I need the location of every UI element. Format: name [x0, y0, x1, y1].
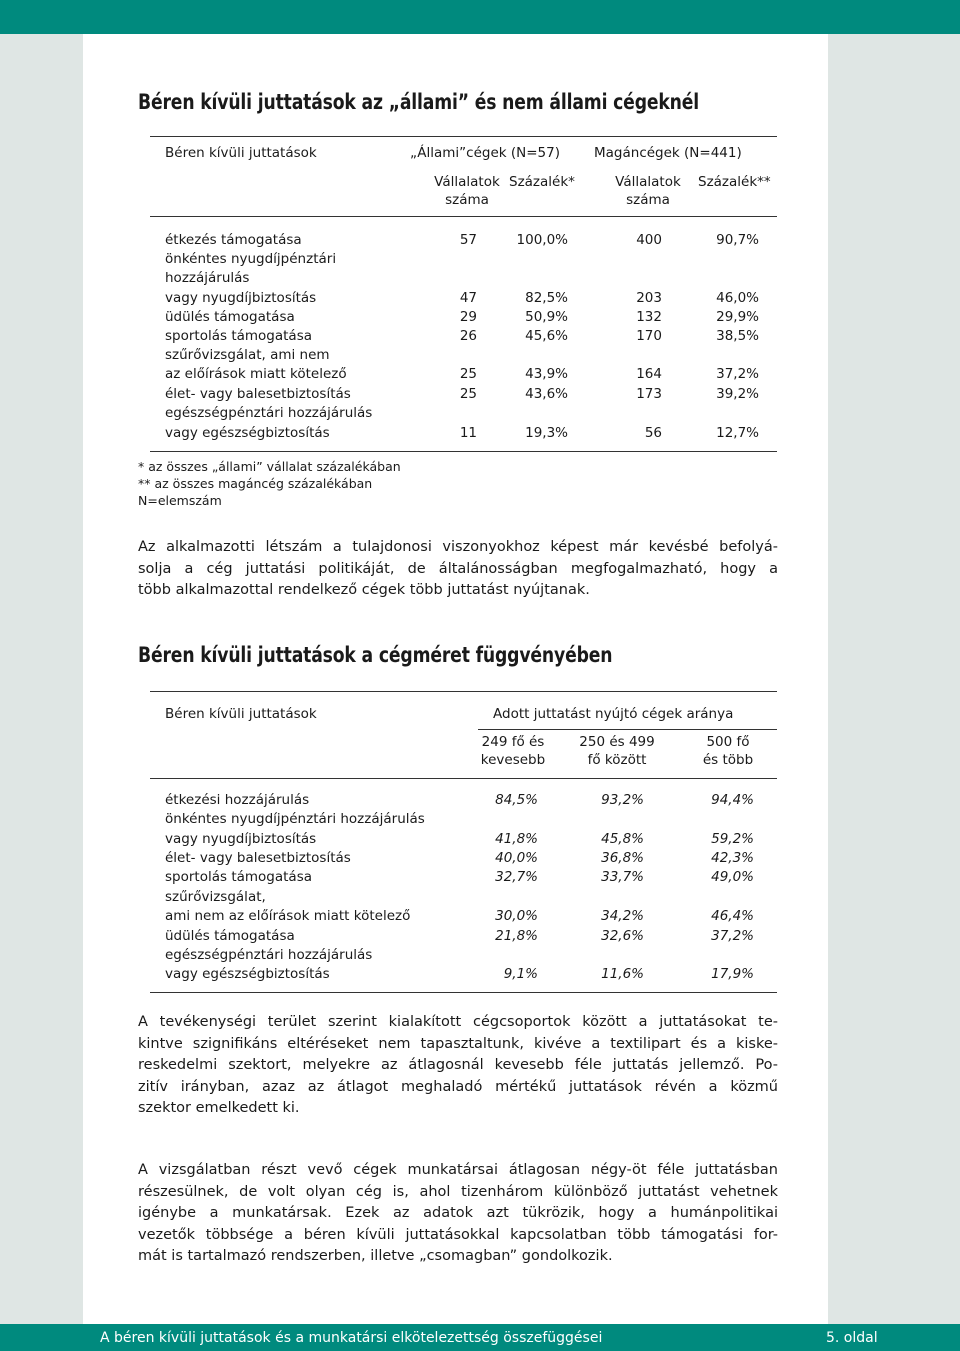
- table1-priv-n: 170: [636, 328, 662, 344]
- table1-row-label: szűrővizsgálat, ami nem: [165, 347, 330, 363]
- table1-state-pct: 45,6%: [525, 328, 568, 344]
- paragraph-2-line: zitív irányban, azaz az átlagot meghaladó mértékű juttatások révén a közmű: [138, 1078, 778, 1095]
- table2-v-large: 37,2%: [711, 928, 754, 944]
- table2-row-label: szűrővizsgálat,: [165, 889, 266, 905]
- table1-state-count-header: [425, 174, 509, 208]
- table2-v-mid: 32,6%: [601, 928, 644, 944]
- table1-state-n: 57: [459, 232, 477, 248]
- paragraph-2-line: szektor emelkedett ki.: [138, 1100, 300, 1116]
- table1-header-rule: [150, 216, 777, 217]
- page-number: 5. oldal: [826, 1330, 878, 1346]
- table1-priv-n: 56: [644, 425, 662, 441]
- table1-priv-n: 132: [636, 309, 662, 325]
- table2-size-large-header: [688, 734, 768, 768]
- table2-row-label: egészségpénztári hozzájárulás: [165, 947, 373, 963]
- footnote-state: * az összes „állami” vállalat százalékában: [138, 459, 401, 474]
- table2-v-mid: 11,6%: [601, 966, 644, 982]
- table1-priv-pct: 29,9%: [716, 309, 759, 325]
- table1-row-label: önkéntes nyugdíjpénztári: [165, 251, 337, 267]
- table1-state-pct: 43,9%: [525, 366, 568, 382]
- table2-row-label: vagy nyugdíjbiztosítás: [165, 831, 317, 847]
- table1-state-pct: 43,6%: [525, 386, 568, 402]
- footnote-private: ** az összes magáncég százalékában: [138, 476, 373, 491]
- paragraph-1-line: több alkalmazottal rendelkező cégek több juttatást nyújtanak.: [138, 582, 590, 598]
- table1-priv-n: 203: [636, 290, 662, 306]
- table1-row-label: hozzájárulás: [165, 270, 250, 286]
- table1-state-n: 25: [459, 386, 477, 402]
- left-margin-band: [0, 34, 83, 1324]
- table2-header-rule: [150, 778, 777, 779]
- table2-bottom-rule: [150, 992, 777, 993]
- table1-top-rule: [150, 136, 777, 137]
- table2-group-header: Adott juttatást nyújtó cégek aránya: [493, 706, 734, 722]
- paragraph-3-line: mát is tartalmazó rendszerben, illetve „csomagban” gondolkozik.: [138, 1248, 613, 1264]
- table2-v-large: 42,3%: [711, 850, 754, 866]
- table2-row-label: sportolás támogatása: [165, 869, 313, 885]
- table2-group-rule: [478, 729, 777, 730]
- table1-state-n: 25: [459, 366, 477, 382]
- table1-state-n: 26: [459, 328, 477, 344]
- table2-row-label: élet- vagy balesetbiztosítás: [165, 850, 351, 866]
- paragraph-1: [138, 537, 778, 602]
- table1-state-n: 29: [459, 309, 477, 325]
- table1-state-header: „Állami”cégek (N=57): [410, 145, 560, 161]
- table1-row-label: vagy egészségbiztosítás: [165, 425, 330, 441]
- table2-v-small: 32,7%: [495, 869, 538, 885]
- paragraph-3-line: A vizsgálatban részt vevő cégek munkatársai átlagosan négy-öt féle juttatásban: [138, 1162, 778, 1178]
- table2-size-mid-line2: fő között: [587, 752, 647, 768]
- paragraph-3-line: igénybe a munkatársak. Ezek az adatok azt tükrözik, hogy a humánpolitikai: [138, 1205, 778, 1221]
- table1-state-count-line1: Vállalatok: [434, 174, 500, 190]
- table1-row-label: vagy nyugdíjbiztosítás: [165, 290, 317, 306]
- table2-v-large: 59,2%: [711, 831, 754, 847]
- table2-v-small: 30,0%: [495, 908, 538, 924]
- right-margin-band: [828, 34, 960, 1324]
- table2-top-rule: [150, 691, 777, 692]
- table1-priv-pct: 39,2%: [716, 386, 759, 402]
- table2-row-label: ami nem az előírások miatt kötelező: [165, 908, 411, 924]
- table2-v-large: 49,0%: [711, 869, 754, 885]
- table1-private-count-line2: száma: [626, 192, 670, 208]
- table1-row-label: étkezés támogatása: [165, 232, 302, 248]
- table1-priv-n: 173: [636, 386, 662, 402]
- table2-v-mid: 93,2%: [601, 792, 644, 808]
- table2-size-mid-header: [568, 734, 666, 768]
- table2-size-small-line2: kevesebb: [480, 752, 546, 768]
- table2-size-small-header: [470, 734, 556, 768]
- table2-size-large-line1: 500 fő: [706, 734, 750, 750]
- paragraph-3: [138, 1160, 778, 1268]
- table1-col0-header: Béren kívüli juttatások: [165, 145, 317, 161]
- section1-title: Béren kívüli juttatások az „állami” és nem állami cégeknél: [138, 90, 700, 114]
- paragraph-3-line: vezetők többsége a béren kívüli juttatásokkal kapcsolatban több támogatási for-: [138, 1226, 778, 1243]
- table1-row-label: egészségpénztári hozzájárulás: [165, 405, 373, 421]
- table1-priv-pct: 90,7%: [716, 232, 759, 248]
- table1-row-label: sportolás támogatása: [165, 328, 313, 344]
- paragraph-2: [138, 1012, 778, 1120]
- table1-priv-pct: 38,5%: [716, 328, 759, 344]
- footer-title: A béren kívüli juttatások és a munkatársi elkötelezettség összefüggései: [100, 1330, 603, 1346]
- paragraph-2-line: A tevékenységi terület szerint kialakított cégcsoportok között a juttatásokat te-: [138, 1014, 778, 1030]
- table1-private-pct-header: Százalék**: [698, 174, 771, 190]
- table1-state-count-line2: száma: [445, 192, 489, 208]
- table1-state-pct-header: Százalék*: [509, 174, 575, 190]
- table1-private-count-header: [606, 174, 690, 208]
- table1-row-label: az előírások miatt kötelező: [165, 366, 347, 382]
- table1-state-pct: 82,5%: [525, 290, 568, 306]
- table2-v-mid: 36,8%: [601, 850, 644, 866]
- table1-priv-pct: 12,7%: [716, 425, 759, 441]
- table2-row-label: étkezési hozzájárulás: [165, 792, 310, 808]
- table1-state-pct: 19,3%: [525, 425, 568, 441]
- table1-priv-pct: 37,2%: [716, 366, 759, 382]
- table1-private-header: Magáncégek (N=441): [594, 145, 742, 161]
- table2-size-large-line2: és több: [702, 752, 754, 768]
- table1-bottom-rule: [150, 451, 777, 452]
- table2-row-label: vagy egészségbiztosítás: [165, 966, 330, 982]
- table1-row-label: élet- vagy balesetbiztosítás: [165, 386, 351, 402]
- section2-title: Béren kívüli juttatások a cégméret függvényében: [138, 643, 613, 667]
- table2-v-small: 21,8%: [495, 928, 538, 944]
- table2-v-large: 46,4%: [711, 908, 754, 924]
- paragraph-2-line: reskedelmi szektort, melyekre az átlagosnál kevesebb féle juttatás jellemző. Po-: [138, 1057, 778, 1073]
- table2-v-mid: 34,2%: [601, 908, 644, 924]
- table2-v-mid: 45,8%: [601, 831, 644, 847]
- top-bar: [0, 0, 960, 34]
- table2-v-small: 41,8%: [495, 831, 538, 847]
- table1-state-pct: 100,0%: [516, 232, 568, 248]
- paragraph-1-line: Az alkalmazotti létszám a tulajdonosi viszonyokhoz képest már kevésbé befolyá-: [138, 539, 778, 555]
- table2-row-label: üdülés támogatása: [165, 928, 295, 944]
- table2-v-large: 17,9%: [711, 966, 754, 982]
- table2-row-label: önkéntes nyugdíjpénztári hozzájárulás: [165, 811, 425, 827]
- footnote-n: N=elemszám: [138, 493, 222, 508]
- footer-bar: [0, 1324, 960, 1351]
- table1-priv-pct: 46,0%: [716, 290, 759, 306]
- table1-row-label: üdülés támogatása: [165, 309, 295, 325]
- table2-col0-header: Béren kívüli juttatások: [165, 706, 317, 722]
- paragraph-3-line: részesülnek, de volt olyan cég is, ahol tizenhárom különböző juttatást vehetnek: [138, 1183, 778, 1200]
- table1-state-n: 47: [459, 290, 477, 306]
- table2-v-small: 84,5%: [495, 792, 538, 808]
- table1-priv-n: 164: [636, 366, 662, 382]
- table2-v-small: 40,0%: [495, 850, 538, 866]
- table2-v-large: 94,4%: [711, 792, 754, 808]
- table1-priv-n: 400: [636, 232, 662, 248]
- table2-v-mid: 33,7%: [601, 869, 644, 885]
- table2-size-small-line1: 249 fő és: [481, 734, 545, 750]
- table2-v-small: 9,1%: [503, 966, 538, 982]
- table1-private-count-line1: Vállalatok: [615, 174, 681, 190]
- paragraph-1-line: solja a cég juttatási politikáját, de általánosságban megfogalmazható, hogy a: [138, 560, 778, 577]
- table1-state-pct: 50,9%: [525, 309, 568, 325]
- table2-size-mid-line1: 250 és 499: [579, 734, 655, 750]
- table1-state-n: 11: [459, 425, 477, 441]
- paragraph-2-line: kintve szignifikáns eltéréseket nem tapasztaltunk, kivéve a textilipart és a kiske-: [138, 1035, 778, 1052]
